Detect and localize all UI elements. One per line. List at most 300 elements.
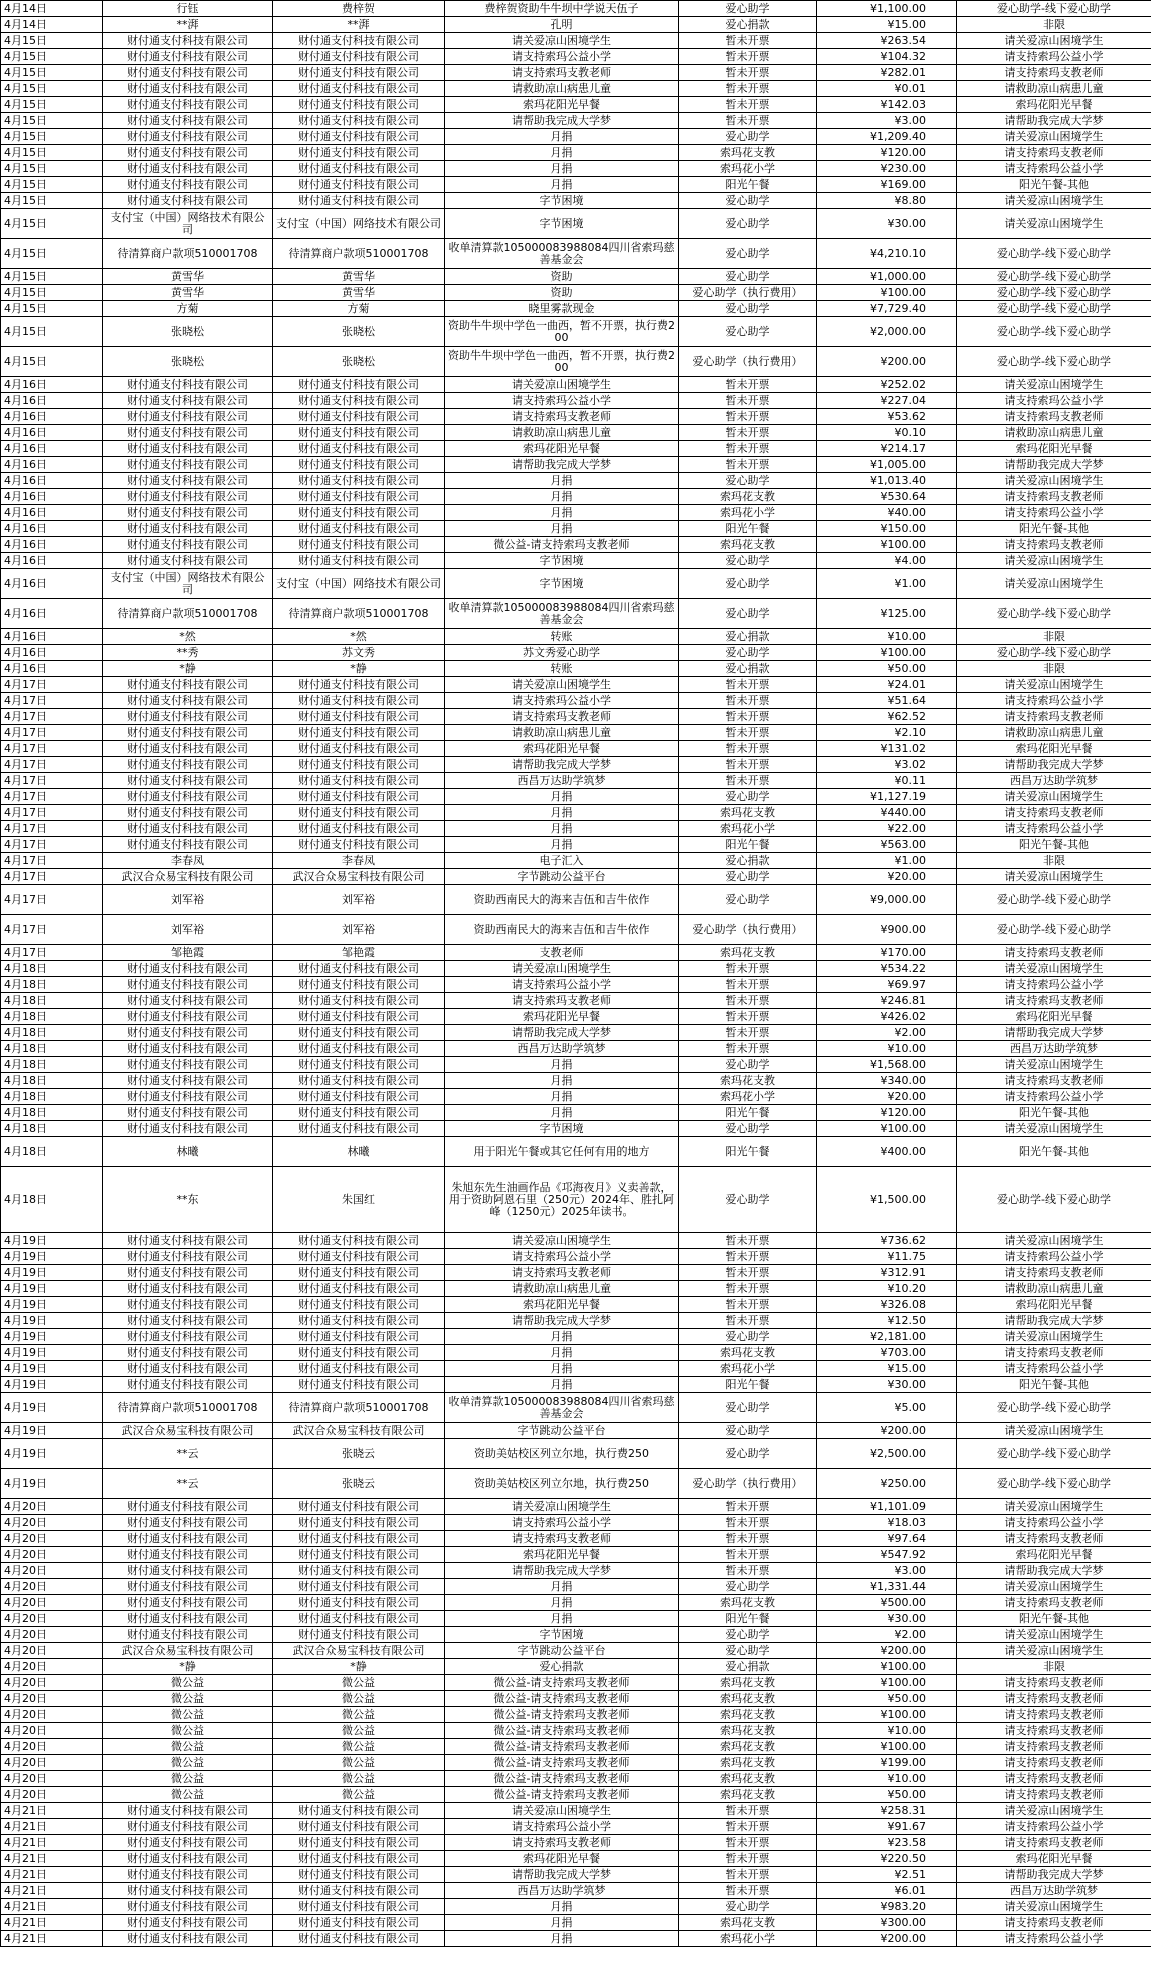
memo-cell: 转账 bbox=[445, 629, 679, 645]
table-row bbox=[1, 161, 1151, 177]
payer-cell: 财付通支付科技有限公司 bbox=[273, 377, 445, 393]
memo-cell: 请支持索玛公益小学 bbox=[445, 1515, 679, 1531]
date-cell: 4月20日 bbox=[1, 1499, 103, 1515]
memo-cell: 苏文秀爱心助学 bbox=[445, 645, 679, 661]
table-row bbox=[1, 239, 1151, 269]
table-row bbox=[1, 1915, 1151, 1931]
table-row bbox=[1, 821, 1151, 837]
payer-cell: 财付通支付科技有限公司 bbox=[273, 821, 445, 837]
payer-cell: 财付通支付科技有限公司 bbox=[273, 1345, 445, 1361]
table-row bbox=[1, 1393, 1151, 1423]
category-cell: 爱心助学 bbox=[679, 1057, 817, 1073]
date-cell: 4月17日 bbox=[1, 821, 103, 837]
payer-cell: 刘军裕 bbox=[273, 885, 445, 915]
payer-cell: 财付通支付科技有限公司 bbox=[273, 961, 445, 977]
date-cell: 4月14日 bbox=[1, 17, 103, 33]
project-cell: 请支持索玛支教老师 bbox=[957, 1835, 1151, 1851]
donor-cell: 财付通支付科技有限公司 bbox=[103, 1915, 273, 1931]
amount-cell: ¥547.92 bbox=[817, 1547, 957, 1563]
payer-cell: 待清算商户款项510001708 bbox=[273, 599, 445, 629]
date-cell: 4月18日 bbox=[1, 1073, 103, 1089]
project-cell: 请支持索玛公益小学 bbox=[957, 49, 1151, 65]
table-row bbox=[1, 1595, 1151, 1611]
project-cell: 请支持索玛支教老师 bbox=[957, 945, 1151, 961]
date-cell: 4月20日 bbox=[1, 1707, 103, 1723]
date-cell: 4月15日 bbox=[1, 33, 103, 49]
amount-cell: ¥10.00 bbox=[817, 1771, 957, 1787]
donor-cell: 财付通支付科技有限公司 bbox=[103, 977, 273, 993]
amount-cell: ¥312.91 bbox=[817, 1265, 957, 1281]
donor-cell: 财付通支付科技有限公司 bbox=[103, 1563, 273, 1579]
category-cell: 爱心助学 bbox=[679, 193, 817, 209]
project-cell: 阳光午餐-其他 bbox=[957, 1611, 1151, 1627]
memo-cell: 月捐 bbox=[445, 177, 679, 193]
payer-cell: 财付通支付科技有限公司 bbox=[273, 677, 445, 693]
category-cell: 暂未开票 bbox=[679, 97, 817, 113]
donor-cell: 刘军裕 bbox=[103, 885, 273, 915]
payer-cell: 财付通支付科技有限公司 bbox=[273, 393, 445, 409]
category-cell: 暂未开票 bbox=[679, 1531, 817, 1547]
category-cell: 暂未开票 bbox=[679, 1265, 817, 1281]
payer-cell: 财付通支付科技有限公司 bbox=[273, 993, 445, 1009]
project-cell: 请支持索玛支教老师 bbox=[957, 1675, 1151, 1691]
table-row bbox=[1, 945, 1151, 961]
payer-cell: 财付通支付科技有限公司 bbox=[273, 409, 445, 425]
category-cell: 暂未开票 bbox=[679, 741, 817, 757]
date-cell: 4月19日 bbox=[1, 1361, 103, 1377]
payer-cell: *静 bbox=[273, 661, 445, 677]
amount-cell: ¥125.00 bbox=[817, 599, 957, 629]
category-cell: 暂未开票 bbox=[679, 1041, 817, 1057]
project-cell: 请关爱凉山困境学生 bbox=[957, 553, 1151, 569]
memo-cell: 月捐 bbox=[445, 489, 679, 505]
project-cell: 请支持索玛公益小学 bbox=[957, 1089, 1151, 1105]
date-cell: 4月15日 bbox=[1, 239, 103, 269]
category-cell: 索玛花支教 bbox=[679, 1723, 817, 1739]
date-cell: 4月15日 bbox=[1, 81, 103, 97]
category-cell: 暂未开票 bbox=[679, 725, 817, 741]
table-row bbox=[1, 1851, 1151, 1867]
category-cell: 爱心助学 bbox=[679, 269, 817, 285]
project-cell: 请救助凉山病患儿童 bbox=[957, 725, 1151, 741]
date-cell: 4月15日 bbox=[1, 301, 103, 317]
category-cell: 索玛花支教 bbox=[679, 1675, 817, 1691]
category-cell: 爱心捐款 bbox=[679, 661, 817, 677]
category-cell: 暂未开票 bbox=[679, 1313, 817, 1329]
category-cell: 索玛花支教 bbox=[679, 537, 817, 553]
donor-cell: 财付通支付科技有限公司 bbox=[103, 409, 273, 425]
category-cell: 暂未开票 bbox=[679, 377, 817, 393]
table-row bbox=[1, 97, 1151, 113]
donor-cell: 财付通支付科技有限公司 bbox=[103, 1835, 273, 1851]
table-row bbox=[1, 885, 1151, 915]
payer-cell: 财付通支付科技有限公司 bbox=[273, 1499, 445, 1515]
memo-cell: 月捐 bbox=[445, 1931, 679, 1947]
donor-cell: 财付通支付科技有限公司 bbox=[103, 1627, 273, 1643]
table-row bbox=[1, 993, 1151, 1009]
payer-cell: 财付通支付科技有限公司 bbox=[273, 741, 445, 757]
project-cell: 阳光午餐-其他 bbox=[957, 177, 1151, 193]
memo-cell: 月捐 bbox=[445, 1089, 679, 1105]
date-cell: 4月20日 bbox=[1, 1611, 103, 1627]
donor-cell: 支付宝（中国）网络技术有限公司 bbox=[103, 569, 273, 599]
donor-cell: 财付通支付科技有限公司 bbox=[103, 193, 273, 209]
memo-cell: 索玛花阳光早餐 bbox=[445, 441, 679, 457]
project-cell: 请支持索玛支教老师 bbox=[957, 1595, 1151, 1611]
table-row bbox=[1, 1041, 1151, 1057]
table-row bbox=[1, 915, 1151, 945]
payer-cell: 待清算商户款项510001708 bbox=[273, 1393, 445, 1423]
memo-cell: 微公益-请支持索玛支教老师 bbox=[445, 1675, 679, 1691]
project-cell: 请支持索玛支教老师 bbox=[957, 1265, 1151, 1281]
donor-cell: 财付通支付科技有限公司 bbox=[103, 1515, 273, 1531]
category-cell: 暂未开票 bbox=[679, 1009, 817, 1025]
memo-cell: 支教老师 bbox=[445, 945, 679, 961]
payer-cell: 张晓松 bbox=[273, 347, 445, 377]
payer-cell: 财付通支付科技有限公司 bbox=[273, 1547, 445, 1563]
table-row bbox=[1, 1089, 1151, 1105]
date-cell: 4月18日 bbox=[1, 1089, 103, 1105]
donor-cell: 财付通支付科技有限公司 bbox=[103, 741, 273, 757]
category-cell: 爱心助学 bbox=[679, 209, 817, 239]
table-row bbox=[1, 65, 1151, 81]
date-cell: 4月18日 bbox=[1, 1009, 103, 1025]
category-cell: 暂未开票 bbox=[679, 773, 817, 789]
donor-cell: 待清算商户款项510001708 bbox=[103, 239, 273, 269]
category-cell: 阳光午餐 bbox=[679, 1137, 817, 1167]
table-row bbox=[1, 1883, 1151, 1899]
project-cell: 爱心助学-线下爱心助学 bbox=[957, 269, 1151, 285]
date-cell: 4月15日 bbox=[1, 317, 103, 347]
payer-cell: 财付通支付科技有限公司 bbox=[273, 33, 445, 49]
project-cell: 请关爱凉山困境学生 bbox=[957, 1899, 1151, 1915]
category-cell: 爱心助学 bbox=[679, 1439, 817, 1469]
amount-cell: ¥100.00 bbox=[817, 645, 957, 661]
payer-cell: 邹艳霞 bbox=[273, 945, 445, 961]
category-cell: 爱心助学 bbox=[679, 885, 817, 915]
donor-cell: 财付通支付科技有限公司 bbox=[103, 441, 273, 457]
date-cell: 4月16日 bbox=[1, 537, 103, 553]
project-cell: 爱心助学-线下爱心助学 bbox=[957, 599, 1151, 629]
project-cell: 请关爱凉山困境学生 bbox=[957, 33, 1151, 49]
project-cell: 请关爱凉山困境学生 bbox=[957, 1233, 1151, 1249]
category-cell: 索玛花支教 bbox=[679, 145, 817, 161]
amount-cell: ¥227.04 bbox=[817, 393, 957, 409]
category-cell: 暂未开票 bbox=[679, 1883, 817, 1899]
donor-cell: 财付通支付科技有限公司 bbox=[103, 1281, 273, 1297]
memo-cell: 月捐 bbox=[445, 129, 679, 145]
project-cell: 请支持索玛公益小学 bbox=[957, 1819, 1151, 1835]
category-cell: 暂未开票 bbox=[679, 1851, 817, 1867]
category-cell: 索玛花支教 bbox=[679, 1707, 817, 1723]
category-cell: 暂未开票 bbox=[679, 709, 817, 725]
project-cell: 爱心助学-线下爱心助学 bbox=[957, 1167, 1151, 1233]
memo-cell: 字节困境 bbox=[445, 209, 679, 239]
amount-cell: ¥200.00 bbox=[817, 1931, 957, 1947]
category-cell: 索玛花小学 bbox=[679, 1361, 817, 1377]
memo-cell: 请支持索玛支教老师 bbox=[445, 1265, 679, 1281]
memo-cell: 微公益-请支持索玛支教老师 bbox=[445, 1723, 679, 1739]
payer-cell: 财付通支付科技有限公司 bbox=[273, 81, 445, 97]
payer-cell: 财付通支付科技有限公司 bbox=[273, 1377, 445, 1393]
amount-cell: ¥100.00 bbox=[817, 537, 957, 553]
memo-cell: 请帮助我完成大学梦 bbox=[445, 1867, 679, 1883]
table-row bbox=[1, 1899, 1151, 1915]
date-cell: 4月21日 bbox=[1, 1883, 103, 1899]
table-row bbox=[1, 1423, 1151, 1439]
payer-cell: 财付通支付科技有限公司 bbox=[273, 1851, 445, 1867]
payer-cell: 财付通支付科技有限公司 bbox=[273, 1531, 445, 1547]
table-row bbox=[1, 1167, 1151, 1233]
category-cell: 索玛花支教 bbox=[679, 1915, 817, 1931]
table-row bbox=[1, 837, 1151, 853]
payer-cell: 支付宝（中国）网络技术有限公司 bbox=[273, 569, 445, 599]
category-cell: 爱心助学 bbox=[679, 473, 817, 489]
donor-cell: 财付通支付科技有限公司 bbox=[103, 1249, 273, 1265]
payer-cell: 财付通支付科技有限公司 bbox=[273, 145, 445, 161]
memo-cell: 资助 bbox=[445, 285, 679, 301]
project-cell: 请支持索玛支教老师 bbox=[957, 1787, 1151, 1803]
donor-cell: 财付通支付科技有限公司 bbox=[103, 821, 273, 837]
date-cell: 4月18日 bbox=[1, 1057, 103, 1073]
memo-cell: 资助 bbox=[445, 269, 679, 285]
memo-cell: 月捐 bbox=[445, 1915, 679, 1931]
amount-cell: ¥5.00 bbox=[817, 1393, 957, 1423]
payer-cell: 黄雪华 bbox=[273, 269, 445, 285]
date-cell: 4月19日 bbox=[1, 1377, 103, 1393]
date-cell: 4月20日 bbox=[1, 1787, 103, 1803]
payer-cell: 财付通支付科技有限公司 bbox=[273, 1329, 445, 1345]
donor-cell: 财付通支付科技有限公司 bbox=[103, 33, 273, 49]
amount-cell: ¥200.00 bbox=[817, 1423, 957, 1439]
amount-cell: ¥11.75 bbox=[817, 1249, 957, 1265]
amount-cell: ¥10.00 bbox=[817, 629, 957, 645]
payer-cell: 刘军裕 bbox=[273, 915, 445, 945]
donor-cell: 财付通支付科技有限公司 bbox=[103, 757, 273, 773]
donor-cell: 财付通支付科技有限公司 bbox=[103, 177, 273, 193]
donor-cell: 张晓松 bbox=[103, 347, 273, 377]
amount-cell: ¥426.02 bbox=[817, 1009, 957, 1025]
table-row bbox=[1, 1867, 1151, 1883]
table-row bbox=[1, 1073, 1151, 1089]
date-cell: 4月17日 bbox=[1, 773, 103, 789]
project-cell: 爱心助学-线下爱心助学 bbox=[957, 1, 1151, 17]
table-row bbox=[1, 1025, 1151, 1041]
memo-cell: 请关爱凉山困境学生 bbox=[445, 1499, 679, 1515]
date-cell: 4月17日 bbox=[1, 741, 103, 757]
payer-cell: 财付通支付科技有限公司 bbox=[273, 1563, 445, 1579]
payer-cell: 张晓松 bbox=[273, 317, 445, 347]
amount-cell: ¥1,013.40 bbox=[817, 473, 957, 489]
memo-cell: 月捐 bbox=[445, 1105, 679, 1121]
amount-cell: ¥0.10 bbox=[817, 425, 957, 441]
amount-cell: ¥199.00 bbox=[817, 1755, 957, 1771]
project-cell: 请关爱凉山困境学生 bbox=[957, 1329, 1151, 1345]
table-row bbox=[1, 1469, 1151, 1499]
project-cell: 阳光午餐-其他 bbox=[957, 1105, 1151, 1121]
donor-cell: 财付通支付科技有限公司 bbox=[103, 1883, 273, 1899]
payer-cell: 微公益 bbox=[273, 1787, 445, 1803]
donor-cell: 财付通支付科技有限公司 bbox=[103, 1233, 273, 1249]
payer-cell: 财付通支付科技有限公司 bbox=[273, 1915, 445, 1931]
amount-cell: ¥4.00 bbox=[817, 553, 957, 569]
project-cell: 请关爱凉山困境学生 bbox=[957, 1499, 1151, 1515]
donor-cell: 财付通支付科技有限公司 bbox=[103, 473, 273, 489]
payer-cell: 财付通支付科技有限公司 bbox=[273, 1057, 445, 1073]
payer-cell: 财付通支付科技有限公司 bbox=[273, 1281, 445, 1297]
project-cell: 爱心助学-线下爱心助学 bbox=[957, 885, 1151, 915]
project-cell: 请关爱凉山困境学生 bbox=[957, 209, 1151, 239]
category-cell: 爱心助学 bbox=[679, 317, 817, 347]
category-cell: 暂未开票 bbox=[679, 1249, 817, 1265]
donor-cell: 方菊 bbox=[103, 301, 273, 317]
payer-cell: 财付通支付科技有限公司 bbox=[273, 1121, 445, 1137]
amount-cell: ¥100.00 bbox=[817, 1675, 957, 1691]
amount-cell: ¥220.50 bbox=[817, 1851, 957, 1867]
category-cell: 阳光午餐 bbox=[679, 1105, 817, 1121]
date-cell: 4月17日 bbox=[1, 677, 103, 693]
payer-cell: 财付通支付科技有限公司 bbox=[273, 537, 445, 553]
category-cell: 阳光午餐 bbox=[679, 1377, 817, 1393]
payer-cell: 财付通支付科技有限公司 bbox=[273, 193, 445, 209]
donor-cell: **云 bbox=[103, 1439, 273, 1469]
table-row bbox=[1, 1105, 1151, 1121]
payer-cell: 财付通支付科技有限公司 bbox=[273, 505, 445, 521]
date-cell: 4月14日 bbox=[1, 1, 103, 17]
payer-cell: 微公益 bbox=[273, 1723, 445, 1739]
donor-cell: **东 bbox=[103, 1167, 273, 1233]
amount-cell: ¥22.00 bbox=[817, 821, 957, 837]
category-cell: 索玛花支教 bbox=[679, 1345, 817, 1361]
amount-cell: ¥120.00 bbox=[817, 1105, 957, 1121]
date-cell: 4月15日 bbox=[1, 347, 103, 377]
table-row bbox=[1, 1771, 1151, 1787]
project-cell: 请支持索玛支教老师 bbox=[957, 409, 1151, 425]
table-row bbox=[1, 553, 1151, 569]
date-cell: 4月15日 bbox=[1, 113, 103, 129]
table-row bbox=[1, 129, 1151, 145]
memo-cell: 请救助凉山病患儿童 bbox=[445, 725, 679, 741]
donor-cell: 财付通支付科技有限公司 bbox=[103, 677, 273, 693]
date-cell: 4月15日 bbox=[1, 129, 103, 145]
donor-cell: 待清算商户款项510001708 bbox=[103, 599, 273, 629]
amount-cell: ¥100.00 bbox=[817, 1121, 957, 1137]
memo-cell: 资助西南民大的海来吉伍和吉牛依作 bbox=[445, 885, 679, 915]
donor-cell: 财付通支付科技有限公司 bbox=[103, 161, 273, 177]
table-row bbox=[1, 1691, 1151, 1707]
date-cell: 4月21日 bbox=[1, 1867, 103, 1883]
memo-cell: 请关爱凉山困境学生 bbox=[445, 1233, 679, 1249]
memo-cell: 字节困境 bbox=[445, 1627, 679, 1643]
donor-cell: 财付通支付科技有限公司 bbox=[103, 1105, 273, 1121]
payer-cell: 财付通支付科技有限公司 bbox=[273, 113, 445, 129]
category-cell: 爱心助学 bbox=[679, 1, 817, 17]
project-cell: 请支持索玛公益小学 bbox=[957, 693, 1151, 709]
memo-cell: 字节困境 bbox=[445, 193, 679, 209]
donor-cell: 微公益 bbox=[103, 1675, 273, 1691]
amount-cell: ¥53.62 bbox=[817, 409, 957, 425]
table-row bbox=[1, 645, 1151, 661]
payer-cell: 财付通支付科技有限公司 bbox=[273, 425, 445, 441]
date-cell: 4月17日 bbox=[1, 853, 103, 869]
donor-cell: 黄雪华 bbox=[103, 269, 273, 285]
memo-cell: 月捐 bbox=[445, 1329, 679, 1345]
date-cell: 4月17日 bbox=[1, 725, 103, 741]
table-row bbox=[1, 209, 1151, 239]
project-cell: 请救助凉山病患儿童 bbox=[957, 1281, 1151, 1297]
table-row bbox=[1, 1121, 1151, 1137]
memo-cell: 月捐 bbox=[445, 837, 679, 853]
payer-cell: 财付通支付科技有限公司 bbox=[273, 553, 445, 569]
table-row bbox=[1, 441, 1151, 457]
project-cell: 请帮助我完成大学梦 bbox=[957, 757, 1151, 773]
project-cell: 非限 bbox=[957, 1659, 1151, 1675]
project-cell: 阳光午餐-其他 bbox=[957, 1377, 1151, 1393]
date-cell: 4月18日 bbox=[1, 1137, 103, 1167]
donor-cell: 微公益 bbox=[103, 1691, 273, 1707]
project-cell: 请支持索玛公益小学 bbox=[957, 393, 1151, 409]
category-cell: 索玛花小学 bbox=[679, 1931, 817, 1947]
amount-cell: ¥0.01 bbox=[817, 81, 957, 97]
memo-cell: 请帮助我完成大学梦 bbox=[445, 1025, 679, 1041]
table-row bbox=[1, 285, 1151, 301]
project-cell: 阳光午餐-其他 bbox=[957, 837, 1151, 853]
amount-cell: ¥3.00 bbox=[817, 113, 957, 129]
payer-cell: 财付通支付科技有限公司 bbox=[273, 1313, 445, 1329]
project-cell: 请关爱凉山困境学生 bbox=[957, 1579, 1151, 1595]
amount-cell: ¥530.64 bbox=[817, 489, 957, 505]
donor-cell: 财付通支付科技有限公司 bbox=[103, 789, 273, 805]
table-row bbox=[1, 1819, 1151, 1835]
date-cell: 4月19日 bbox=[1, 1329, 103, 1345]
category-cell: 爱心助学 bbox=[679, 1899, 817, 1915]
table-row bbox=[1, 1803, 1151, 1819]
project-cell: 非限 bbox=[957, 661, 1151, 677]
category-cell: 爱心助学 bbox=[679, 1423, 817, 1439]
donor-cell: 财付通支付科技有限公司 bbox=[103, 537, 273, 553]
table-row bbox=[1, 145, 1151, 161]
category-cell: 暂未开票 bbox=[679, 33, 817, 49]
payer-cell: 费梓贺 bbox=[273, 1, 445, 17]
payer-cell: 财付通支付科技有限公司 bbox=[273, 457, 445, 473]
date-cell: 4月17日 bbox=[1, 885, 103, 915]
category-cell: 索玛花支教 bbox=[679, 1739, 817, 1755]
date-cell: 4月19日 bbox=[1, 1297, 103, 1313]
table-row bbox=[1, 1439, 1151, 1469]
project-cell: 请关爱凉山困境学生 bbox=[957, 961, 1151, 977]
donor-cell: 财付通支付科技有限公司 bbox=[103, 505, 273, 521]
table-row bbox=[1, 1515, 1151, 1531]
memo-cell: 索玛花阳光早餐 bbox=[445, 97, 679, 113]
table-row bbox=[1, 113, 1151, 129]
table-row bbox=[1, 457, 1151, 473]
category-cell: 暂未开票 bbox=[679, 1819, 817, 1835]
memo-cell: 字节困境 bbox=[445, 1121, 679, 1137]
category-cell: 暂未开票 bbox=[679, 393, 817, 409]
table-row bbox=[1, 425, 1151, 441]
project-cell: 请救助凉山病患儿童 bbox=[957, 81, 1151, 97]
date-cell: 4月20日 bbox=[1, 1675, 103, 1691]
table-row bbox=[1, 757, 1151, 773]
payer-cell: 微公益 bbox=[273, 1707, 445, 1723]
amount-cell: ¥170.00 bbox=[817, 945, 957, 961]
donor-cell: 财付通支付科技有限公司 bbox=[103, 1089, 273, 1105]
date-cell: 4月15日 bbox=[1, 285, 103, 301]
project-cell: 爱心助学-线下爱心助学 bbox=[957, 347, 1151, 377]
amount-cell: ¥1,005.00 bbox=[817, 457, 957, 473]
category-cell: 暂未开票 bbox=[679, 113, 817, 129]
memo-cell: 请关爱凉山困境学生 bbox=[445, 1803, 679, 1819]
